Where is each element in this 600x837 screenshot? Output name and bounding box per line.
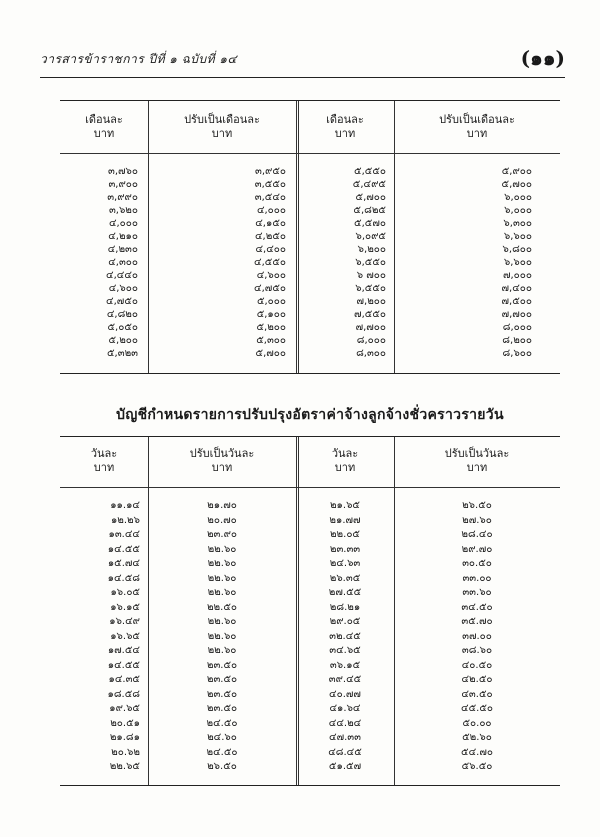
- table-cell: ๕,๙๐๐: [501, 166, 532, 177]
- col-header-label: ปรับเป็นวันละ: [189, 447, 255, 460]
- table-cell: ๓,๙๕๐: [254, 166, 286, 177]
- table-cell: ๒๗.๖๐: [462, 514, 492, 526]
- table-cell: ๒๒.๖๐: [207, 645, 237, 656]
- table-cell: ๕,๓๒๓: [106, 348, 138, 359]
- table-cell: ๔,๔๐๐: [255, 244, 286, 255]
- table-cell: ๓,๕๕๐: [254, 179, 286, 190]
- table-cell: ๒๖.๓๕: [329, 572, 361, 584]
- table-cell: ๖,๕๕๐: [355, 283, 386, 294]
- table-cell: ๓๓.๐๐: [462, 572, 492, 584]
- table-cell: ๓๔.๖๕: [329, 645, 361, 656]
- table-cell: ๔,๒๑๐: [108, 231, 138, 242]
- col-header-daily: [60, 447, 148, 475]
- col-header-adjusted-daily: [394, 447, 560, 475]
- table-cell: ๘,๐๐๐: [502, 322, 532, 333]
- table-cell: ๔๗.๓๓: [329, 732, 361, 743]
- table-cell: ๔๐.๗๗: [329, 688, 361, 700]
- table-cell: ๓,๙๙๐: [107, 192, 138, 203]
- table-cell: ๑๖.๔๙: [109, 616, 140, 627]
- table-cell: ๔,๒๓๐: [107, 244, 138, 255]
- table-cell: ๓,๕๔๐: [254, 192, 286, 203]
- header-rule: [60, 153, 560, 154]
- table-cell: ๗,๔๐๐: [501, 283, 532, 294]
- header-rule: [60, 487, 560, 488]
- table-cell: ๔๓.๕๐: [461, 688, 493, 700]
- table-cell: ๑๖.๖๕: [110, 630, 140, 642]
- table-cell: ๕,๕๕๐: [354, 166, 386, 177]
- table-cell: ๓๐.๕๐: [462, 558, 492, 569]
- table-cell: ๒๘.๒๑: [329, 601, 361, 613]
- table-cell: ๔๒.๕๐: [461, 674, 493, 685]
- table-cell: ๒๑.๗๗: [329, 514, 361, 526]
- table-cell: ๕,๒๐๐: [108, 335, 138, 346]
- table-cell: ๕๐.๐๐: [462, 717, 492, 729]
- table-cell: ๒๙.๐๕: [329, 616, 361, 627]
- table-cell: ๔๑.๖๔: [329, 703, 361, 714]
- table-cell: ๓๙.๔๕: [328, 674, 362, 685]
- table-cell: ๕,๕๗๐: [354, 218, 386, 229]
- table-cell: ๔๘.๔๕: [328, 746, 362, 758]
- table-cell: ๒๖.๕๐: [207, 761, 237, 772]
- table-cell: ๑๘.๕๘: [107, 688, 140, 700]
- table-cell: ๕,๗๐๐: [255, 348, 286, 359]
- table-cell: ๔,๑๕๐: [255, 218, 286, 229]
- table-cell: ๕,๑๐๐: [256, 309, 286, 320]
- col-header-daily: [296, 447, 394, 475]
- table-cell: ๘,๒๐๐: [502, 335, 532, 346]
- table-cell: ๒๒.๖๐: [207, 630, 237, 642]
- table-cell: ๒๒.๕๐: [206, 601, 238, 613]
- table-cell: ๑๔.๕๘: [107, 572, 140, 584]
- col-header-unit: บาท: [466, 461, 488, 474]
- col-header-monthly: [296, 113, 394, 141]
- table-cell: ๓,๗๖๐: [108, 166, 138, 177]
- monthly-wage-table: [60, 100, 560, 374]
- daily-col-3: [394, 499, 560, 775]
- col-header-label: ปรับเป็นเดือนละ: [184, 113, 260, 126]
- table-cell: ๒๔.๕๐: [206, 717, 238, 729]
- table-cell: ๖,๒๐๐: [357, 244, 386, 255]
- monthly-col-1: [148, 165, 286, 360]
- table-cell: ๒๓.๕๐: [206, 688, 238, 700]
- table-cell: ๗,๗๐๐: [355, 322, 386, 333]
- table-cell: ๕,๐๕๐: [107, 322, 138, 333]
- table-cell: ๖,๓๐๐: [503, 218, 532, 229]
- table-cell: ๗,๗๐๐: [501, 309, 532, 320]
- col-header-label: วันละ: [90, 447, 118, 460]
- monthly-col-2: [296, 165, 386, 360]
- table-cell: ๔,๐๐๐: [108, 218, 138, 229]
- table-cell: ๒๒.๖๐: [207, 616, 237, 627]
- table-cell: ๘,๓๐๐: [356, 348, 386, 359]
- table-cell: ๖,๐๐๐: [504, 192, 532, 203]
- table-cell: ๕,๗๐๐: [501, 179, 532, 190]
- table-cell: ๒๒.๖๐: [207, 572, 237, 584]
- table-cell: ๑๖.๑๕: [110, 601, 140, 613]
- table-cell: ๒๑.๗๐: [207, 500, 237, 511]
- table-cell: ๒๓.๕๐: [206, 674, 238, 685]
- col-header-adjusted-monthly: [394, 113, 560, 141]
- table-cell: ๒๒.๖๐: [207, 543, 237, 555]
- table-cell: ๓๒.๔๕: [329, 630, 361, 642]
- table-cell: ๕๖.๕๐: [461, 761, 493, 772]
- table-cell: ๒๙.๗๐: [461, 543, 493, 555]
- table-cell: ๓,๖๒๐: [108, 205, 138, 216]
- daily-wage-table: [60, 436, 560, 786]
- table-cell: ๔,๖๐๐: [108, 283, 138, 294]
- table-cell: ๑๑.๑๔: [110, 500, 140, 511]
- table-cell: ๒๒.๖๕: [109, 761, 140, 772]
- monthly-col-3: [394, 165, 532, 360]
- table-cell: ๒๔.๖๓: [329, 558, 361, 569]
- table-cell: ๑๔.๕๕: [107, 659, 140, 671]
- table-cell: ๖,๖๐๐: [503, 257, 532, 268]
- table-cell: ๔,๔๔๐: [106, 270, 138, 281]
- journal-title: วารสารข้าราชการ ปีที่ ๑ ฉบับที่ ๑๔: [40, 52, 238, 66]
- col-header-adjusted-daily: [148, 447, 296, 475]
- col-header-unit: บาท: [211, 127, 233, 140]
- table-cell: ๑๗.๕๔: [107, 645, 140, 656]
- table-cell: ๓,๙๐๐: [108, 179, 138, 190]
- table-cell: ๒๘.๔๐: [461, 529, 493, 540]
- table-cell: ๖ ๗๐๐: [356, 270, 386, 281]
- table-cell: ๑๔.๓๕: [108, 674, 140, 685]
- page-number: (๑๑): [520, 46, 565, 70]
- table-cell: ๒๓.๕๐: [206, 659, 238, 671]
- col-header-label: เดือนละ: [85, 113, 123, 126]
- table-cell: ๕,๒๐๐: [256, 322, 286, 333]
- col-header-label: ปรับเป็นเดือนละ: [439, 113, 515, 126]
- table-cell: ๑๖.๐๕: [110, 587, 140, 598]
- table-cell: ๔,๓๐๐: [108, 257, 138, 268]
- col-header-adjusted-monthly: [148, 113, 296, 141]
- table-cell: ๓๕.๗๐: [461, 616, 493, 627]
- daily-col-0: [60, 499, 140, 775]
- table-cell: ๒๐.๖๒: [111, 746, 140, 758]
- daily-col-2: [296, 499, 394, 775]
- table-cell: ๖,๐๙๕: [355, 231, 386, 242]
- table-cell: ๖,๕๕๐: [355, 257, 386, 268]
- table-cell: ๒๓.๓๓: [329, 543, 361, 555]
- table-cell: ๖,๐๐๐: [504, 205, 532, 216]
- daily-section-title: บัญชีกำหนดรายการปรับปรุงอัตราค่าจ้างลูกจ้างชั่วคราวรายวัน: [116, 407, 504, 423]
- table-cell: ๖,๘๐๐: [502, 244, 532, 255]
- table-cell: ๓๘.๖๐: [461, 645, 493, 656]
- table-cell: ๘,๐๐๐: [356, 335, 386, 346]
- table-cell: ๒๒.๖๐: [207, 587, 237, 598]
- table-cell: ๔,๗๕๐: [106, 296, 138, 307]
- monthly-col-0: [60, 165, 138, 360]
- table-cell: ๑๒.๒๖: [110, 514, 140, 526]
- daily-col-1: [148, 499, 296, 775]
- table-cell: ๒๗.๕๕: [328, 587, 362, 598]
- table-cell: ๔๐.๕๐: [461, 659, 493, 671]
- table-cell: ๒๑.๘๑: [109, 732, 140, 743]
- table-cell: ๑๓.๔๔: [108, 529, 140, 540]
- table-cell: ๒๓.๕๐: [206, 703, 238, 714]
- table-cell: ๒๒.๐๕: [329, 529, 361, 540]
- table-cell: ๔,๒๕๐: [254, 231, 286, 242]
- col-header-unit: บาท: [334, 127, 356, 140]
- table-cell: ๗,๕๐๐: [501, 296, 532, 307]
- page-header: [40, 40, 565, 80]
- col-header-label: เดือนละ: [326, 113, 364, 126]
- col-header-unit: บาท: [334, 461, 356, 474]
- col-header-label: ปรับเป็นวันละ: [444, 447, 510, 460]
- col-header-monthly: [60, 113, 148, 141]
- table-cell: ๔,๖๐๐: [256, 270, 286, 281]
- table-cell: ๑๔.๕๕: [107, 543, 140, 555]
- table-cell: ๗,๐๐๐: [502, 270, 532, 281]
- table-cell: ๒๐.๗๐: [207, 514, 237, 526]
- table-cell: ๕๔.๗๐: [461, 746, 493, 758]
- table-cell: ๒๖.๕๐: [462, 500, 492, 511]
- table-cell: ๒๑.๖๕: [329, 500, 361, 511]
- table-cell: ๓๔.๕๐: [461, 601, 493, 613]
- table-cell: ๗,๕๕๐: [354, 309, 386, 320]
- table-cell: ๒๔.๕๐: [206, 746, 238, 758]
- table-cell: ๓๓.๖๐: [462, 587, 492, 598]
- table-cell: ๕๑.๕๗: [328, 761, 362, 772]
- header-rule: [40, 77, 565, 78]
- table-cell: ๒๓.๙๐: [206, 529, 238, 540]
- table-cell: ๔,๕๕๐: [254, 257, 286, 268]
- table-cell: ๕,๗๐๐: [355, 192, 386, 203]
- table-cell: ๔,๗๕๐: [254, 283, 286, 294]
- table-cell: ๘,๖๐๐: [502, 348, 532, 359]
- table-cell: ๔,๘๒๐: [106, 309, 138, 320]
- col-header-unit: บาท: [211, 461, 233, 474]
- table-cell: ๕,๐๐๐: [256, 296, 286, 307]
- col-header-unit: บาท: [93, 127, 115, 140]
- col-header-unit: บาท: [93, 461, 115, 474]
- table-cell: ๕,๘๒๕: [353, 205, 386, 216]
- table-cell: ๑๕.๗๔: [107, 558, 140, 569]
- col-header-unit: บาท: [466, 127, 488, 140]
- table-cell: ๓๗.๐๐: [462, 630, 492, 642]
- table-cell: ๕๒.๖๐: [462, 732, 492, 743]
- table-cell: ๒๐.๕๑: [110, 717, 140, 729]
- table-cell: ๒๔.๖๐: [207, 732, 237, 743]
- table-cell: ๕,๔๙๕: [352, 179, 386, 190]
- table-cell: ๔,๐๐๐: [256, 205, 286, 216]
- table-cell: ๔๔.๒๔: [328, 717, 362, 729]
- table-cell: ๖,๖๐๐: [503, 231, 532, 242]
- table-cell: ๓๖.๑๕: [329, 659, 361, 671]
- table-cell: ๒๒.๖๐: [207, 558, 237, 569]
- table-cell: ๗,๒๐๐: [356, 296, 386, 307]
- table-cell: ๔๕.๕๐: [461, 703, 493, 714]
- col-header-label: วันละ: [331, 447, 359, 460]
- table-cell: ๑๙.๖๕: [109, 703, 140, 714]
- table-cell: ๕,๓๐๐: [256, 335, 286, 346]
